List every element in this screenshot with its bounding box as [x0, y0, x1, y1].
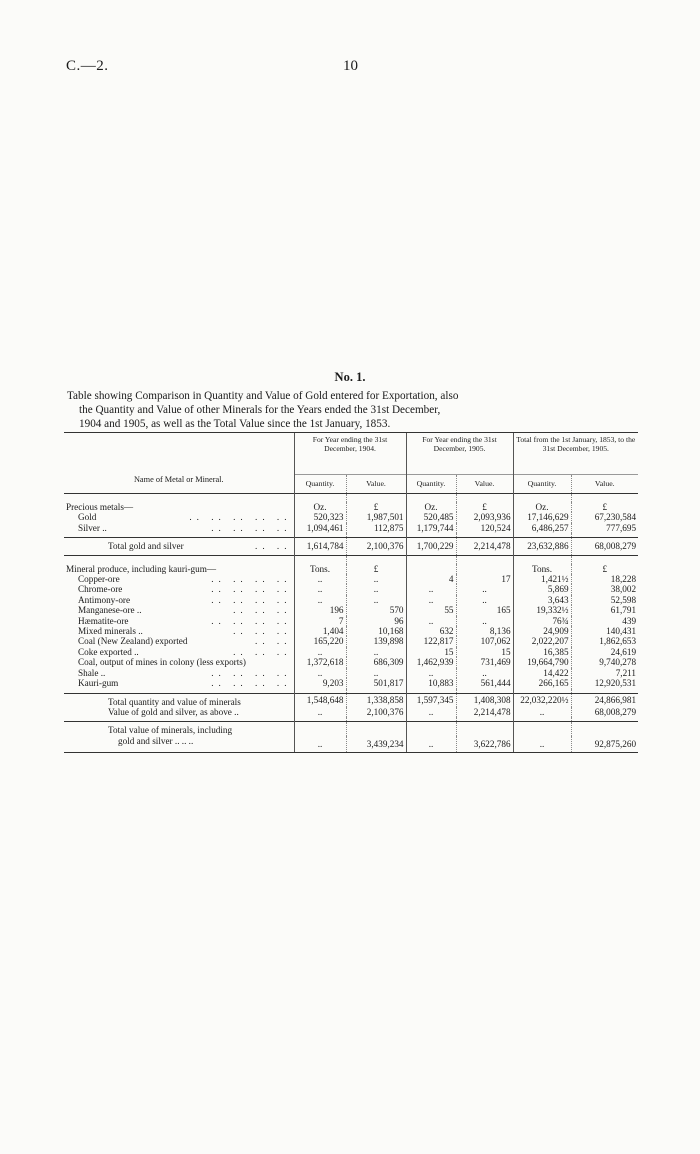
caption-line-3: 1904 and 1905, as well as the Total Value since the 1st January, 1853. [79, 418, 391, 430]
table-row: Antimony-ore .. .. .. .. .. .. .. .. 3,643 52,598 [78, 594, 637, 605]
subheader-quantity: Quantity. [513, 475, 571, 494]
column-header-total: Total from the 1st January, 1853, to the 31st December, 1905. [513, 433, 638, 475]
grand-total-values: gold and silver .. .. .. .. 3,439,234 .. 3,622,786 .. 92,875,260 [64, 736, 638, 753]
table-number: No. 1. [334, 370, 366, 384]
table-row: Mixed minerals .. .. .. .. 1,404 10,168 632 8,136 24,909 140,431 [78, 626, 637, 637]
subheader-quantity: Quantity. [406, 475, 456, 494]
table-row: Silver .. .. .. .. .. 1,094,461 112,875 1,179,744 120,524 6,486,257 777,695 [78, 522, 637, 533]
minerals-table [64, 432, 638, 753]
table-row: Kauri-gum .. .. .. .. 9,203 501,817 10,883 561,444 266,165 12,920,531 [78, 678, 637, 689]
table-row: Gold .. .. .. .. .. 520,323 1,987,501 520,485 2,093,936 17,146,629 67,230,584 [78, 512, 637, 523]
subheader-value: Value. [571, 475, 638, 494]
section-heading-minerals: Mineral produce, including kauri-gum— Tons. £ Tons. £ [64, 564, 638, 574]
table-row: Chrome-ore .. .. .. .. .. .. .. .. 5,869 38,002 [78, 584, 637, 595]
table-row: Shale .. .. .. .. .. .. .. .. .. 14,422 7,211 [78, 667, 637, 678]
subheader-value: Value. [346, 475, 406, 494]
table-caption [67, 389, 634, 431]
subheader-value: Value. [456, 475, 513, 494]
caption-line-2: the Quantity and Value of other Minerals for the Years ended the 31st December, [79, 404, 441, 416]
grand-total-row: Total value of minerals, including [64, 722, 638, 736]
section-heading-precious: Precious metals— Oz. £ Oz. £ Oz. £ [64, 502, 638, 512]
total-minerals-row: Total quantity and value of minerals 1,548,648 1,338,858 1,597,345 1,408,308 22,032,220½ 24,866,981 [64, 693, 638, 707]
gold-silver-value-row: Value of gold and silver, as above .. .. 2,100,376 .. 2,214,478 .. 68,008,279 [108, 706, 637, 717]
table-row: Copper-ore .. .. .. .. .. .. 4 17 1,421½ 18,228 [78, 574, 637, 585]
table-row: Coal, output of mines in colony (less exports) 1,372,618 686,309 1,462,939 731,469 19,664,790 9,740,278 [78, 657, 637, 668]
page-reference: C.—2. [66, 58, 109, 74]
column-header-1905: For Year ending the 31st December, 1905. [406, 433, 513, 475]
page-number: 10 [343, 58, 358, 74]
header-row-groups [64, 433, 638, 475]
caption-line-1: Table showing Comparison in Quantity and Value of Gold entered for Exportation, also [67, 390, 459, 402]
subheader-quantity: Quantity. [294, 475, 346, 494]
table-row: Manganese-ore .. .. .. .. 196 570 55 165 19,332½ 61,791 [78, 605, 637, 616]
table-row: Coke exported .. .. .. .. .. .. 15 15 16,385 24,619 [78, 646, 637, 657]
table-row: Hæmatite-ore .. .. .. .. 7 96 .. .. 76¾ 439 [78, 615, 637, 626]
table-row: Coal (New Zealand) exported .. .. 165,220 139,898 122,817 107,062 2,022,207 1,862,653 [78, 636, 637, 647]
column-header-name: Name of Metal or Mineral. [64, 433, 294, 494]
total-gold-silver-row: Total gold and silver .. .. 1,614,784 2,100,376 1,700,229 2,214,478 23,632,886 68,008,279 [64, 538, 638, 555]
column-header-1904: For Year ending the 31st December, 1904. [294, 433, 406, 475]
